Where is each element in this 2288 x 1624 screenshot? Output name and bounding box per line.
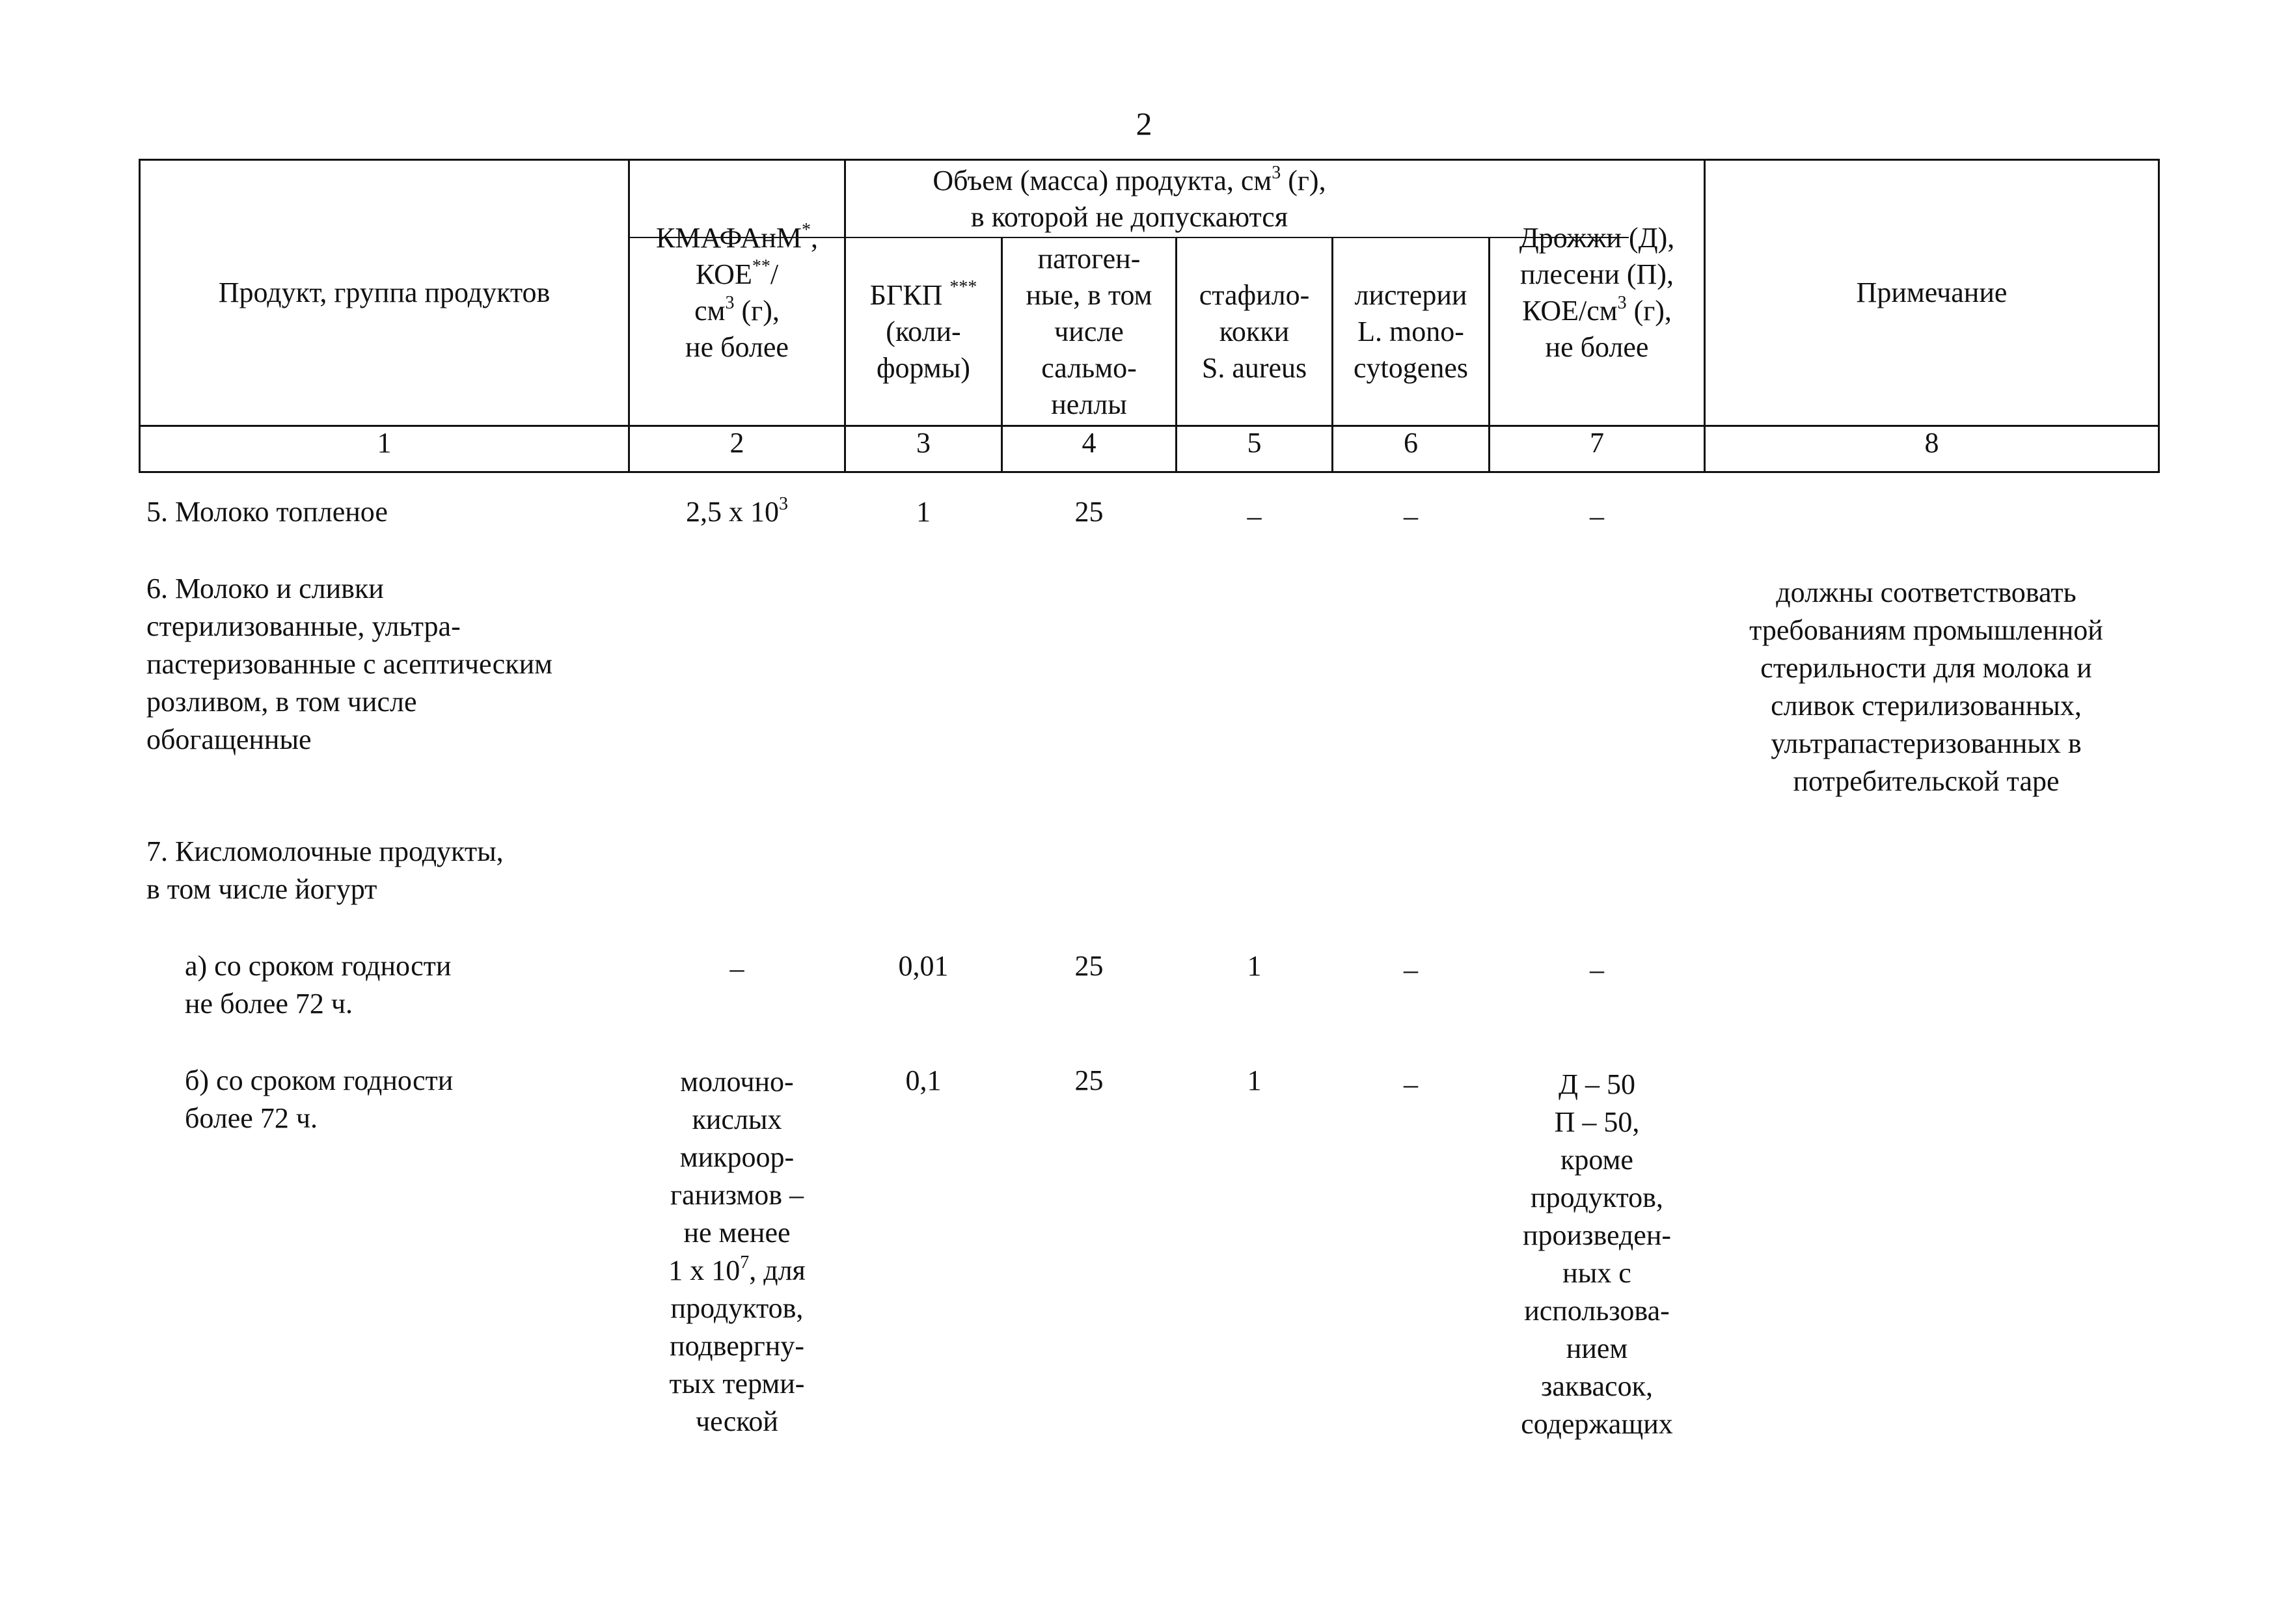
header-group-sup: 3 [1272,162,1281,183]
header-kmafanm-text-e: (г), [734,295,780,327]
header-bgkp-text-a: БГКП [869,278,950,311]
row5-kmafanm-exp: 3 [779,494,788,514]
header-kmafanm-text-c: / [770,258,779,290]
row5-kmafanm-base: 2,5 х 10 [686,496,779,528]
row7b-bgkp: 0,1 [905,1064,942,1096]
header-kmafanm-sup-a: * [801,220,811,240]
row5-pathogens: 25 [1074,496,1104,528]
row7a-bgkp: 0,01 [898,950,949,982]
header-bgkp-sup: *** [949,277,977,297]
row5-product: 5. Молоко топленое [146,496,388,528]
row5-bgkp: 1 [916,496,931,528]
col-number-3: 3 [916,427,931,459]
header-bgkp [846,238,1001,425]
col-number-8: 8 [1924,427,1939,459]
header-yeast-text-b: (г), не более [1545,295,1672,363]
header-kmafanm-text-f: не более [685,331,789,363]
row7b-kmafanm-sup: 7 [740,1252,750,1273]
header-kmafanm-text-b: , КОЕ [695,222,818,290]
row7-product: 7. Кисломолочные продукты, в том числе йогурт [146,835,504,905]
header-note: Примечание [1856,277,2008,308]
row6-note: должны соответствовать требованиям промышленной стерильности для молока и сливок стерилизованных, ультрапастеризованных в потребительской таре [1749,576,2103,797]
row7b-product: б) со сроком годности более 72 ч. [185,1064,454,1134]
row7b-kmafanm-text-b: 1 х 10 [668,1254,741,1286]
table-border-bottom [139,471,2160,473]
header-group-text-a: Объем (масса) продукта, см [933,164,1272,196]
header-kmafanm-text-a: КМАФАнМ [656,222,802,254]
col-number-6: 6 [1404,427,1418,459]
header-kmafanm-sup-d: 3 [725,293,735,313]
page-number: 2 [1136,105,1152,142]
col-number-4: 4 [1082,427,1096,459]
header-staph: стафило- кокки S. aureus [1199,278,1310,384]
header-volume-group [630,161,1629,237]
row7a-pathogens: 25 [1074,950,1104,982]
row7b-kmafanm [630,1063,844,1441]
header-yeast [1490,161,1704,425]
header-kmafanm-sup-b: ** [752,256,770,277]
row7b-staph: 1 [1247,1064,1262,1096]
row5-listeria: – [1404,500,1418,532]
header-pathogens: патоген- ные, в том числе сальмо- неллы [1026,242,1152,420]
header-bgkp-text-b: (коли- формы) [877,315,970,384]
row5-staph: – [1247,500,1262,532]
row7b-kmafanm-text-a: молочно- кислых микроор- ганизмов – не менее [670,1066,804,1249]
row6-product: 6. Молоко и сливки стерилизованные, ультра- пастеризованные с асептическим розливом, в том числе обогащенные [146,573,552,755]
header-yeast-sup: 3 [1617,293,1627,313]
row5-yeast: – [1590,500,1604,532]
header-yeast-text-a: Дрожжи (Д), плесени (П), КОЕ/см [1519,222,1675,327]
row5-kmafanm [630,493,844,531]
row7a-staph: 1 [1247,950,1262,982]
col-number-2: 2 [729,427,744,459]
row7b-yeast: Д – 50 П – 50, кроме продуктов, произведен- ных с использова- нием заквасок, содержащих [1521,1068,1673,1440]
header-product: Продукт, группа продуктов [218,277,551,308]
row7a-listeria: – [1404,954,1418,986]
col-number-1: 1 [377,427,392,459]
row7a-yeast: – [1590,954,1604,986]
row7b-listeria: – [1404,1068,1418,1100]
header-listeria: листерии L. mono- cytogenes [1354,278,1468,384]
header-kmafanm-text-d: см [694,295,726,327]
row7b-kmafanm-text-c: , для продуктов, подвергну- тых терми- ческой [669,1254,806,1437]
col-number-5: 5 [1247,427,1262,459]
header-group-text-c: в которой не допускаются [970,200,1288,233]
vline-8 [2158,159,2160,473]
row7a-kmafanm: – [729,953,744,984]
table-header [139,159,2160,473]
row7b-pathogens: 25 [1074,1064,1104,1096]
row7a-product: а) со сроком годности не более 72 ч. [185,950,452,1020]
col-number-7: 7 [1590,427,1604,459]
header-group-text-b: (г), [1281,164,1326,196]
